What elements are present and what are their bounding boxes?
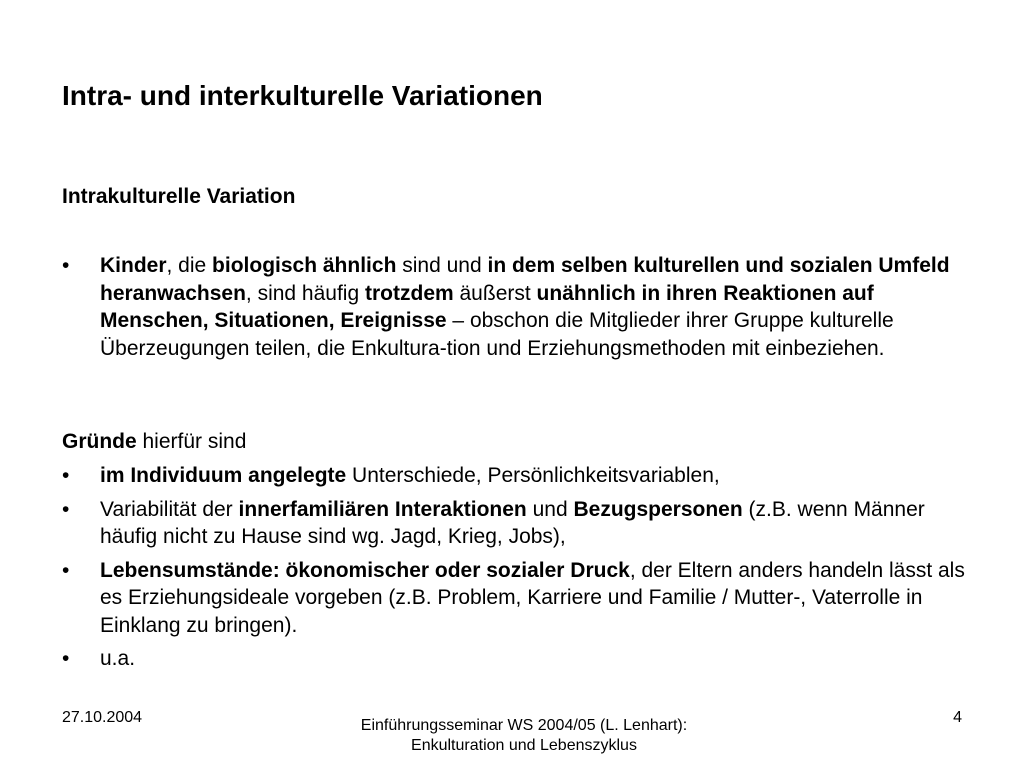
intracultural-bullet-list	[62, 252, 972, 362]
bullet-text: , der Eltern anders handeln lässt als es Erziehungsideale vorgeben (z.B. Problem, Karriere und Familie / Mutter-, Vaterrolle in Einklang zu bringen).	[100, 558, 965, 637]
bullet-text-bold: Bezugspersonen	[573, 497, 743, 521]
bullet-icon: •	[62, 647, 70, 670]
bullet-text: , die	[166, 254, 213, 277]
bullet-text-bold: biologisch ähnlich	[212, 254, 397, 277]
reasons-heading-text: hierfür sind	[136, 430, 247, 453]
bullet-icon: •	[62, 497, 70, 521]
bullet-text: äußerst	[453, 281, 537, 305]
bullet-icon: •	[62, 558, 70, 582]
bullet-item-children	[62, 252, 972, 362]
bullet-text: , sind häufig	[245, 281, 365, 305]
bullet-text-bold: Kinder	[100, 254, 167, 277]
bullet-text-bold: trotzdem	[365, 281, 454, 305]
reasons-heading	[62, 428, 246, 456]
bullet-text: u.a.	[100, 647, 136, 670]
slide-title: Intra- und interkulturelle Variationen	[62, 80, 543, 111]
bullet-text-bold: in dem selben kulturellen und sozialen Umfeld heranwachsen	[100, 254, 950, 305]
bullet-text-bold: innerfamiliären Interaktionen	[238, 497, 527, 521]
bullet-item-family	[62, 496, 972, 551]
bullet-text-bold: Lebensumstände: ökonomischer oder sozialer Druck	[100, 558, 630, 582]
footer-course-line: Einführungsseminar WS 2004/05 (L. Lenhart):	[360, 717, 688, 734]
footer-course-line: Enkulturation und Lebenszyklus	[411, 737, 637, 754]
bullet-text: Variabilität der	[100, 497, 239, 521]
bullet-text: sind und	[396, 254, 488, 277]
footer-page-number: 4	[953, 709, 962, 726]
bullet-text-bold: im Individuum angelegte	[100, 464, 347, 487]
bullet-text: und	[526, 497, 574, 521]
bullet-text: – obschon die Mitglieder ihrer Gruppe kulturelle Überzeugungen teilen, die Enkultura-tion und Erziehungsmethoden mit einbeziehen.	[100, 309, 894, 360]
footer-course-info	[274, 716, 774, 756]
reasons-heading-bold: Gründe	[62, 430, 137, 453]
reasons-bullet-list	[62, 462, 972, 673]
footer-date: 27.10.2004	[62, 709, 143, 726]
bullet-item-individual	[62, 462, 972, 490]
section-heading: Intrakulturelle Variation	[62, 185, 296, 208]
bullet-text-bold: unähnlich in ihren Reaktionen auf Menschen, Situationen, Ereignisse	[100, 281, 874, 332]
bullet-item-etc	[62, 645, 972, 673]
bullet-text: Unterschiede, Persönlichkeitsvariablen,	[346, 464, 720, 487]
bullet-item-circumstances	[62, 557, 972, 640]
bullet-icon: •	[62, 464, 70, 487]
bullet-text: (z.B. wenn Männer häufig nicht zu Hause sind wg. Jagd, Krieg, Jobs),	[100, 497, 925, 548]
bullet-icon: •	[62, 254, 70, 277]
